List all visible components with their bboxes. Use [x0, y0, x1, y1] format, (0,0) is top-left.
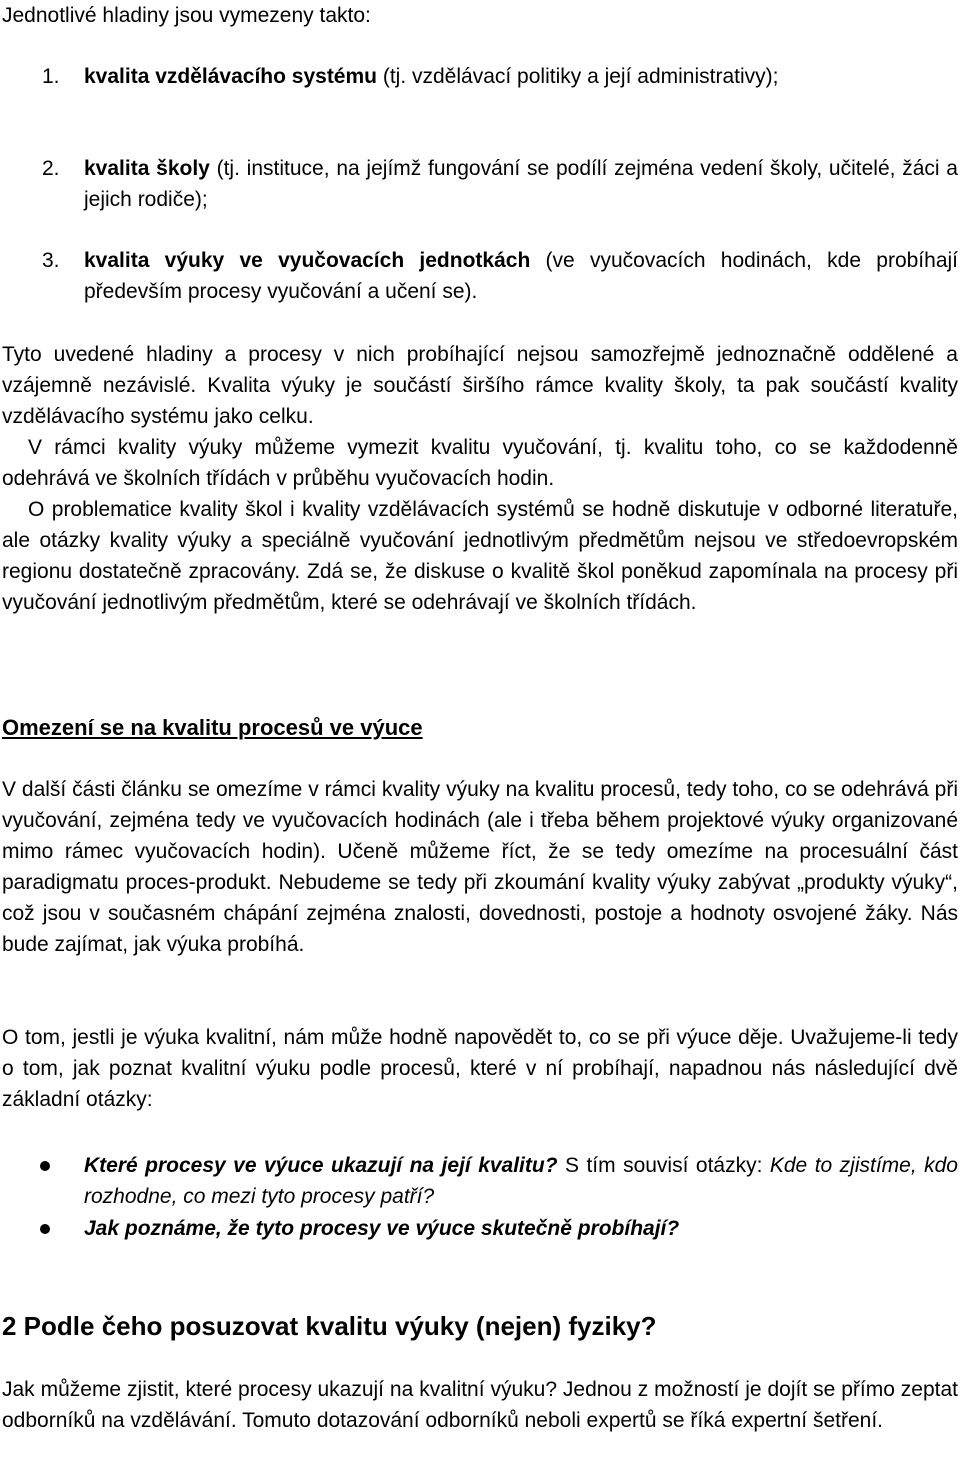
list-item-1-text: (tj. vzdělávací politiky a její administrativy); [377, 65, 779, 88]
paragraph-3: O problematice kvality škol i kvality vzdělávacích systémů se hodně diskutuje v odborné literatuře, ale otázky kvality výuky a speciálně vyučování jednotlivým předmětům nejsou ve středoevropském regionu dostatečně zpracovány. Zdá se, že diskuse o kvalitě škol poněkud zapomínala na procesy při vyučování jednotlivým předmětům, které se odehrávají ve školních třídách. [2, 498, 958, 614]
intro-text: Jednotlivé hladiny jsou vymezeny takto: [2, 4, 371, 27]
list-item-1-bold: kvalita vzdělávacího systému [84, 65, 377, 88]
list-item-2 [84, 153, 958, 215]
bullet-dot-2 [40, 1224, 50, 1234]
paragraph-6: Jak můžeme zjistit, které procesy ukazují na kvalitní výuku? Jednou z možností je dojít se přímo zeptat odborníků na vzdělávání. Tomuto dotazování odborníků neboli expertů se říká expertní šetření. [2, 1378, 958, 1432]
list-item-2-bold: kvalita školy [84, 157, 210, 180]
paragraph-4: V další části článku se omezíme v rámci kvality výuky na kvalitu procesů, tedy toho, co se odehrává při vyučování, zejména tedy ve vyučovacích hodinách (ale i třeba během projektové výuky organizované mimo rámec vyučovacích hodin). Učeně můžeme říct, že se tedy omezíme na procesuální část paradigmatu proces-produkt. Nebudeme se tedy při zkoumání kvality výuky zabývat „produkty výuky“, což jsou v současném chápání zejména znalosti, dovednosti, postoje a hodnoty osvojené žáky. Nás bude zajímat, jak výuka probíhá. [2, 778, 958, 956]
bullet-item-1 [84, 1150, 958, 1212]
paragraph-1: Tyto uvedené hladiny a procesy v nich probíhající nejsou samozřejmě jednoznačně oddělené a vzájemně nezávislé. Kvalita výuky je součástí širšího rámce kvality školy, ta pak součástí kvality vzdělávacího systému jako celku. [2, 343, 958, 428]
section-heading: Omezení se na kvalitu procesů ve výuce [2, 715, 423, 740]
list-item-2-text: (tj. instituce, na jejímž fungování se podílí zejména vedení školy, učitelé, žáci a jejich rodiče); [84, 157, 958, 211]
list-number-1: 1. [42, 65, 60, 88]
list-item-3-text: (ve vyučovacích hodinách, kde probíhají především procesy vyučování a učení se). [84, 249, 958, 303]
paragraph-5: O tom, jestli je výuka kvalitní, nám může hodně napovědět to, co se při výuce děje. Uvažujeme-li tedy o tom, jak poznat kvalitní výuku podle procesů, které v ní probíhají, napadnou nás následující dvě základní otázky: [2, 1026, 958, 1111]
list-item-3-bold: kvalita výuky ve vyučovacích jednotkách [84, 249, 531, 272]
paragraph-2: V rámci kvality výuky můžeme vymezit kvalitu vyučování, tj. kvalitu toho, co se každodenně odehrává ve školních třídách v průběhu vyučovacích hodin. [2, 436, 958, 490]
list-number-2: 2. [42, 157, 60, 180]
bullet-dot-1 [40, 1161, 50, 1171]
bullet-2-question: Jak poznáme, že tyto procesy ve výuce skutečně probíhají? [84, 1217, 680, 1240]
bullet-1-italic: Kde to zjistíme, kdo rozhodne, co mezi tyto procesy patří? [84, 1154, 958, 1208]
chapter-heading: 2 Podle čeho posuzovat kvalitu výuky (nejen) fyziky? [2, 1311, 657, 1341]
list-number-3: 3. [42, 249, 60, 272]
bullet-1-text: S tím souvisí otázky: [557, 1154, 770, 1177]
bullet-1-question: Které procesy ve výuce ukazují na její kvalitu? [84, 1154, 558, 1177]
list-item-3 [84, 245, 958, 307]
list-item-1 [84, 61, 958, 92]
bullet-item-2 [84, 1213, 958, 1244]
